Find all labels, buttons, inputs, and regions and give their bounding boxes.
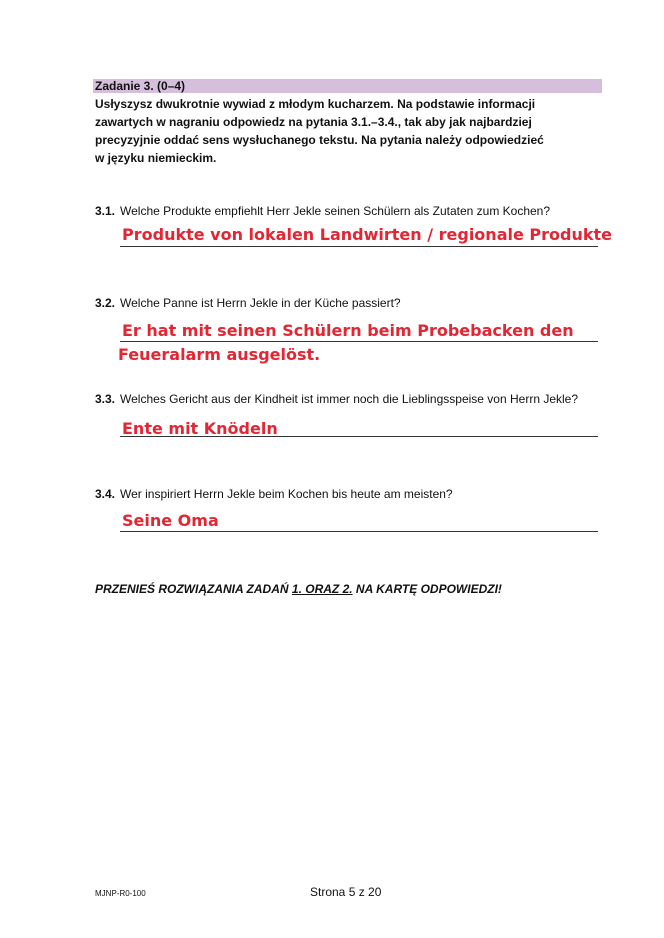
footer-exam-code: MJNP-R0-100 [95,889,146,898]
answer-line [120,531,598,532]
question-3-3 [95,392,578,406]
question-3-2 [95,296,401,310]
transfer-note [95,582,502,596]
question-text: Welche Panne ist Herrn Jekle in der Küche passiert? [120,296,401,310]
question-text: Wer inspiriert Herrn Jekle beim Kochen bis heute am meisten? [120,487,453,501]
answer-line [120,246,598,247]
answer-3-1: Produkte von lokalen Landwirten / regionale Produkte [122,225,612,244]
answer-line [120,341,598,342]
instruction-line: zawartych w nagraniu odpowiedz na pytania 3.1.–3.4., tak aby jak najbardziej [95,115,532,129]
question-number: 3.3. [95,392,116,406]
instruction-line: w języku niemieckim. [95,151,217,165]
instruction-line: precyzyjnie oddać sens wysłuchanego tekstu. Na pytania należy odpowiedzieć [95,133,544,147]
answer-3-2-line-1: Er hat mit seinen Schülern beim Probebacken den [122,321,574,340]
question-3-1 [95,204,550,218]
question-number: 3.4. [95,487,116,501]
answer-3-2-line-2: Feueralarm ausgelöst. [118,345,321,364]
question-text: Welches Gericht aus der Kindheit ist immer noch die Lieblingsspeise von Herrn Jekle? [120,392,579,406]
task-instructions [95,95,600,167]
answer-3-4: Seine Oma [122,511,219,530]
transfer-note-tasks: 1. ORAZ 2. [291,582,353,596]
footer-page-number: Strona 5 z 20 [310,885,382,899]
answer-3-3: Ente mit Knödeln [122,419,278,438]
transfer-note-prefix: PRZENIEŚ ROZWIĄZANIA ZADAŃ [95,582,292,596]
transfer-note-suffix: NA KARTĘ ODPOWIEDZI! [352,582,502,596]
question-text: Welche Produkte empfiehlt Herr Jekle seinen Schülern als Zutaten zum Kochen? [120,204,551,218]
instruction-line: Usłyszysz dwukrotnie wywiad z młodym kucharzem. Na podstawie informacji [95,97,536,111]
answer-line [120,436,598,437]
task-header: Zadanie 3. (0–4) [93,79,602,93]
question-3-4 [95,487,453,501]
question-number: 3.1. [95,204,116,218]
question-number: 3.2. [95,296,116,310]
